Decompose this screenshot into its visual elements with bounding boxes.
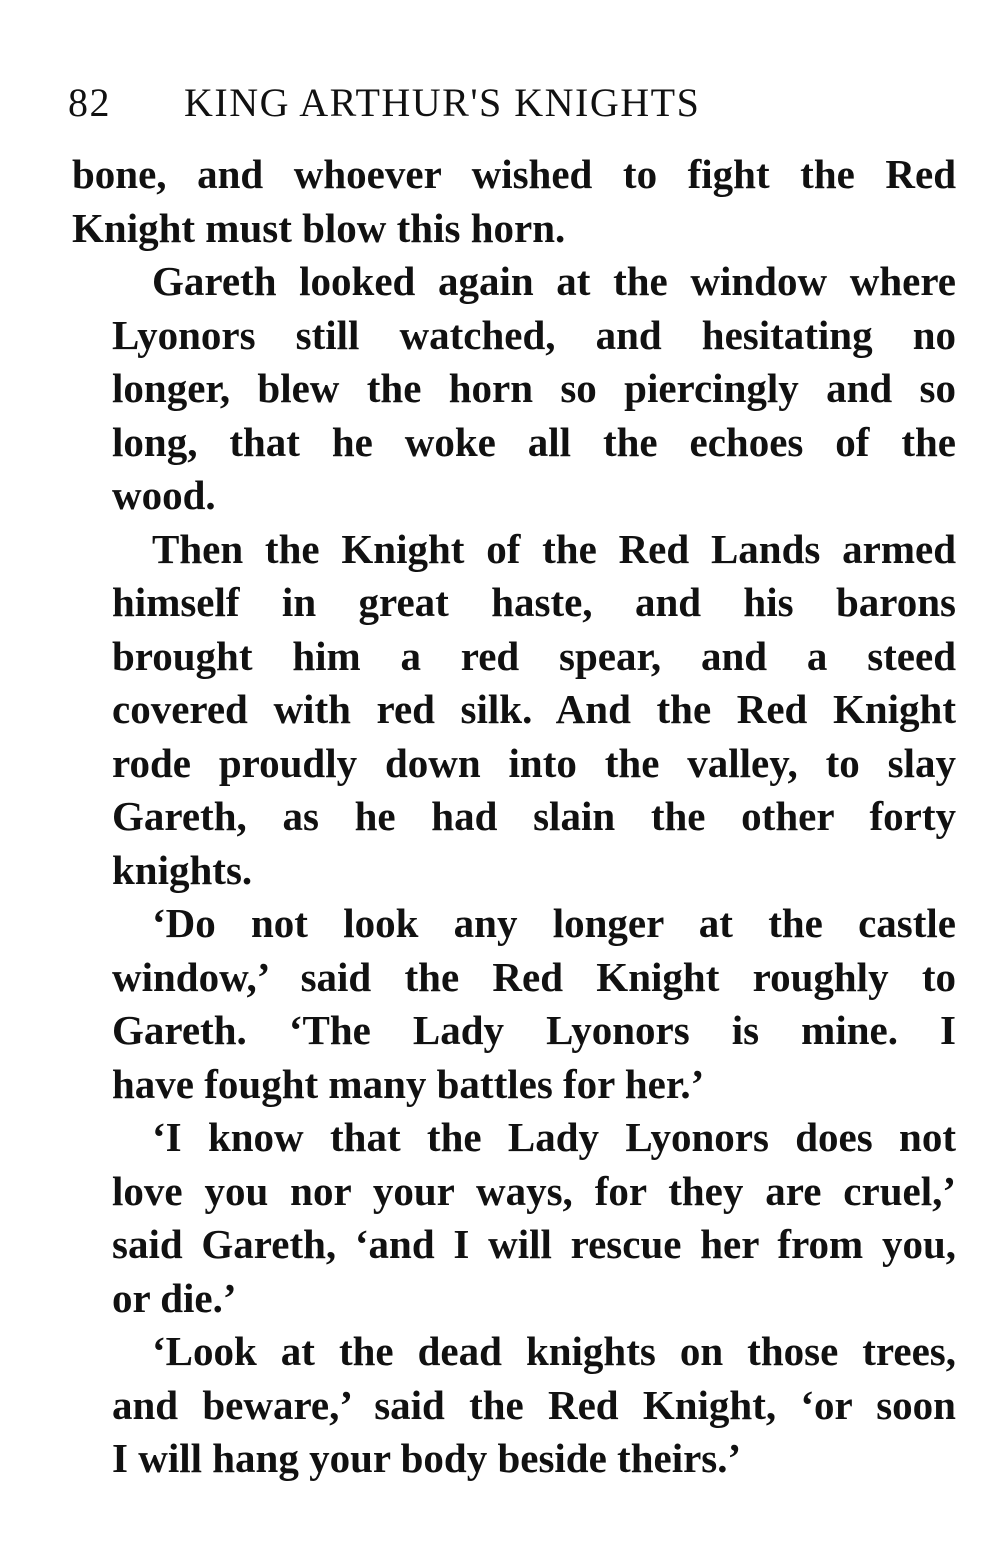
paragraph [72,255,956,523]
text-line: ‘Look at the dead knights on those trees, [152,1328,956,1374]
text-line: rode proudly down into the valley, to slay [112,739,956,786]
text-line: brought him a red spear, and a steed [112,632,956,679]
text-line: or die.’ [112,1274,237,1321]
text-line: I will hang your body beside theirs.’ [112,1435,742,1481]
text-line: long, that he woke all the echoes of the [112,418,956,465]
text-line: window,’ said the Red Knight roughly to [112,953,956,1000]
text-line: Knight must blow this horn. [72,204,566,251]
text-line: longer, blew the horn so piercingly and so [112,365,956,411]
paragraph [72,1111,956,1325]
running-head [68,78,928,128]
text-line: have fought many battles for her.’ [112,1060,705,1107]
paragraph [72,897,956,1111]
text-line: and beware,’ said the Red Knight, ‘or soon [112,1381,956,1428]
paragraph [72,148,956,255]
text-line: said Gareth, ‘and I will rescue her from you, [112,1221,956,1267]
paragraph [72,523,956,898]
text-line: wood. [112,472,216,518]
text-line: ‘Do not look any longer at the castle [152,900,956,946]
page-number: 82 [68,80,111,125]
text-line: Lyonors still watched, and hesitating no [112,311,956,358]
text-line: covered with red silk. And the Red Knight [112,686,956,732]
paragraph [72,1325,956,1486]
text-line: bone, and whoever wished to fight the Red [72,151,956,197]
body-text [72,148,956,1486]
text-line: knights. [112,846,253,893]
text-line: himself in great haste, and his barons [112,579,956,625]
text-line: ‘I know that the Lady Lyonors does not [152,1114,956,1160]
book-title: KING ARTHUR'S KNIGHTS [184,80,701,125]
text-line: love you nor your ways, for they are cruel,’ [112,1167,956,1214]
text-line: Gareth looked again at the window where [152,258,956,304]
text-line: Gareth. ‘The Lady Lyonors is mine. I [112,1007,956,1053]
text-line: Then the Knight of the Red Lands armed [152,525,956,572]
text-line: Gareth, as he had slain the other forty [112,793,956,839]
